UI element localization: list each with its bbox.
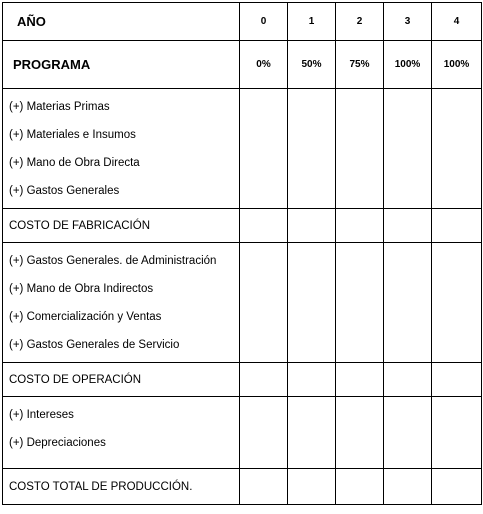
operation-items-cell <box>3 243 240 363</box>
value-cell <box>288 209 336 243</box>
value-cell <box>336 469 384 505</box>
value-cell <box>384 209 432 243</box>
year-cell: 1 <box>288 3 336 41</box>
year-cell: 4 <box>432 3 482 41</box>
value-cell <box>336 209 384 243</box>
value-cell <box>384 397 432 469</box>
list-item: (+) Materias Primas <box>9 100 110 113</box>
value-cell <box>384 469 432 505</box>
total-production-cost-label: COSTO TOTAL DE PRODUCCIÓN. <box>3 469 240 505</box>
program-label: PROGRAMA <box>3 41 240 89</box>
value-cell <box>240 469 288 505</box>
year-cell: 3 <box>384 3 432 41</box>
program-percent-cell: 75% <box>336 41 384 89</box>
financial-items-cell <box>3 397 240 469</box>
program-row <box>3 41 482 89</box>
list-item: (+) Gastos Generales de Servicio <box>9 338 180 351</box>
value-cell <box>240 397 288 469</box>
manufacturing-cost-label: COSTO DE FABRICACIÓN <box>3 209 240 243</box>
value-cell <box>288 243 336 363</box>
value-cell <box>432 89 482 209</box>
year-cell: 0 <box>240 3 288 41</box>
list-item: (+) Mano de Obra Directa <box>9 156 140 169</box>
value-cell <box>240 243 288 363</box>
program-percent-cell: 100% <box>384 41 432 89</box>
value-cell <box>240 363 288 397</box>
program-percent-cell: 50% <box>288 41 336 89</box>
value-cell <box>336 243 384 363</box>
financial-item-list <box>3 408 239 450</box>
operation-items-row <box>3 243 482 363</box>
operation-cost-row <box>3 363 482 397</box>
production-cost-table <box>2 2 482 505</box>
manufacturing-item-list <box>3 100 239 198</box>
list-item: (+) Intereses <box>9 408 74 421</box>
value-cell <box>432 397 482 469</box>
value-cell <box>288 363 336 397</box>
value-cell <box>336 397 384 469</box>
value-cell <box>384 89 432 209</box>
value-cell <box>288 89 336 209</box>
list-item: (+) Mano de Obra Indirectos <box>9 282 154 295</box>
total-production-cost-row <box>3 469 482 505</box>
list-item: (+) Gastos Generales <box>9 184 120 197</box>
value-cell <box>288 469 336 505</box>
operation-cost-label: COSTO DE OPERACIÓN <box>3 363 240 397</box>
value-cell <box>432 469 482 505</box>
financial-items-row <box>3 397 482 469</box>
value-cell <box>384 363 432 397</box>
value-cell <box>432 209 482 243</box>
manufacturing-cost-row <box>3 209 482 243</box>
list-item: (+) Depreciaciones <box>9 436 106 449</box>
value-cell <box>432 243 482 363</box>
value-cell <box>336 363 384 397</box>
list-item: (+) Materiales e Insumos <box>9 128 136 141</box>
value-cell <box>288 397 336 469</box>
manufacturing-items-row <box>3 89 482 209</box>
value-cell <box>384 243 432 363</box>
operation-item-list <box>3 254 239 352</box>
program-percent-cell: 100% <box>432 41 482 89</box>
value-cell <box>240 89 288 209</box>
year-header-label: AÑO <box>3 3 240 41</box>
program-percent-cell: 0% <box>240 41 288 89</box>
list-item: (+) Gastos Generales. de Administración <box>9 254 217 267</box>
year-header-row <box>3 3 482 41</box>
manufacturing-items-cell <box>3 89 240 209</box>
value-cell <box>336 89 384 209</box>
value-cell <box>240 209 288 243</box>
list-item: (+) Comercialización y Ventas <box>9 310 162 323</box>
year-cell: 2 <box>336 3 384 41</box>
value-cell <box>432 363 482 397</box>
